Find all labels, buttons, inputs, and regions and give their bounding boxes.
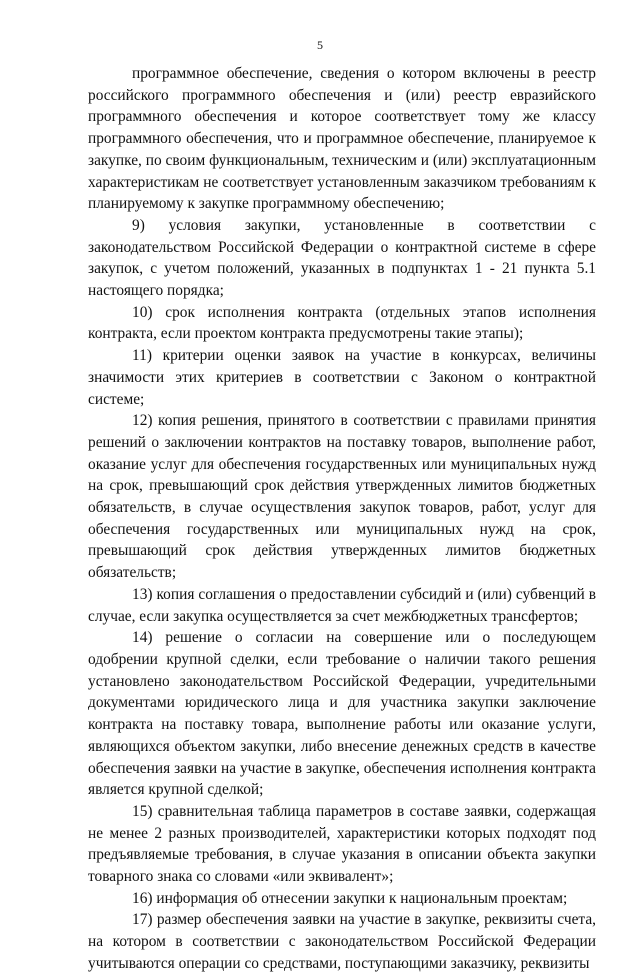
paragraph-item-13: 13) копия соглашения о предоставлении субсидий и (или) субвенций в случае, если закупка осуществляется за счет межбюджетных трансфертов;	[88, 585, 596, 625]
paragraph-item-14: 14) решение о согласии на совершение или о последующем одобрении крупной сделки, если требование о наличии такого решения установлено законодательством Российской Федерации, учредительными документами юридического лица и для участника закупки заключение контракта на поставку товара, выполнение работы или оказание услуги, являющихся объектом закупки, либо внесение денежных средств в качестве обеспечения заявки на участие в закупке, обеспечения исполнения контракта является крупной сделкой;	[88, 629, 596, 799]
paragraph-item-15: 15) сравнительная таблица параметров в составе заявки, содержащая не менее 2 разных производителей, характеристики которых подходят под предъявляемые требования, в случае указания в описании объекта закупки товарного знака со словами «или эквивалент»;	[88, 802, 596, 886]
paragraph-item-11: 11) критерии оценки заявок на участие в конкурсах, величины значимости этих критериев в соответствии с Законом о контрактной системе;	[88, 347, 596, 408]
paragraph-continuation: программное обеспечение, сведения о котором включены в реестр российского программного обеспечения и (или) реестр евразийского программного обеспечения и которое соответствует тому же классу программного обеспечения, что и программное обеспечение, планируемое к закупке, по своим функциональным, техническим и (или) эксплуатационным характеристикам не соответствует установленным заказчиком требованиям к планируемому к закупке программному обеспечению;	[88, 65, 596, 213]
paragraph-item-12: 12) копия решения, принятого в соответствии с правилами принятия решений о заключении контрактов на поставку товаров, выполнение работ, оказание услуг для обеспечения государственных или муниципальных нужд на срок, превышающий срок действия утвержденных лимитов бюджетных обязательств, в случае осуществления закупок товаров, работ, услуг для обеспечения государственных или муниципальных нужд на срок, превышающий срок действия утвержденных лимитов бюджетных обязательств;	[88, 412, 596, 582]
paragraph-item-10: 10) срок исполнения контракта (отдельных этапов исполнения контракта, если проектом контракта предусмотрены такие этапы);	[88, 303, 596, 343]
paragraph-item-16: 16) информация об отнесении закупки к национальным проектам;	[132, 889, 568, 907]
page-number: 5	[317, 38, 323, 52]
paragraph-item-9: 9) условия закупки, установленные в соответствии с законодательством Российской Федерации о контрактной системе в сфере закупок, с учетом положений, указанных в подпунктах 1 - 21 пункта 5.1 настоящего порядка;	[88, 216, 596, 300]
paragraph-item-17: 17) размер обеспечения заявки на участие в закупке, реквизиты счета, на котором в соответствии с законодательством Российской Федерации учитываются операции со средствами, поступающими заказчику, реквизиты	[88, 911, 596, 972]
document-body	[88, 63, 596, 975]
